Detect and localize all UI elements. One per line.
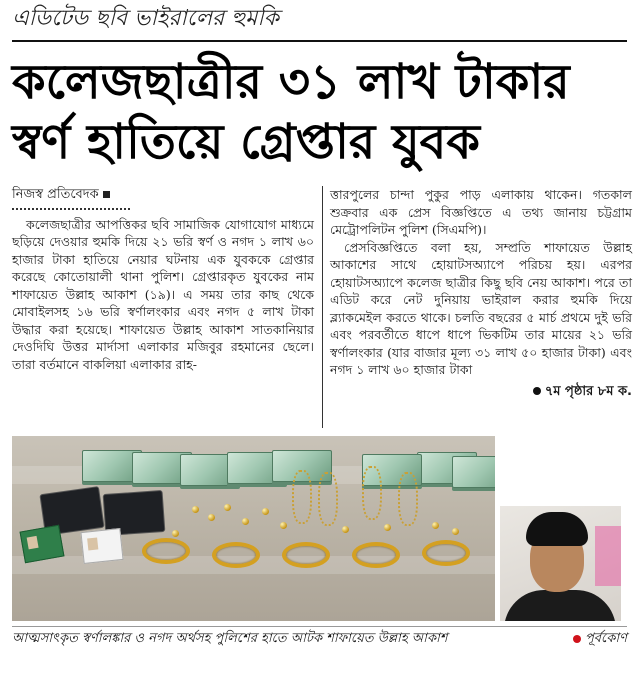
- gold-bangle: [422, 540, 470, 566]
- gold-earring: [208, 514, 215, 521]
- right-paragraph-2: প্রেসবিজ্ঞপ্তিতে বলা হয়, সম্প্রতি শাফায়েত উল্লাহ আকাশের সাথে হোয়াটসঅ্যাপে পরিচয় হয়। এরপর হোয়াটসঅ্যাপে কলেজ ছাত্রীর কিছু ছবি নেয় আকাশ। পরে তা এডিট করে নেট দুনিয়ায় ভাইরাল করার হুমকি দিয়ে ব্ল্যাকমেইল করতে থাকে। চলতি বছরের ৫ মার্চ প্রথমে দুই ভরি এবং পরবর্তীতে ধাপে ধাপে ভিকটিম তার মায়ের ২১ ভরি স্বর্ণালংকার (যার বাজার মূল্য ৩১ লাখ ৫০ হাজার টাকা) এবং নগদ ১ লাখ ৬০ হাজার টাকা: [330, 239, 632, 377]
- gold-earring: [432, 522, 439, 529]
- suspect-hair: [526, 512, 588, 546]
- photo-credit: [573, 630, 627, 648]
- column-divider: [322, 186, 323, 428]
- headline: [12, 52, 627, 172]
- left-paragraph: কলেজছাত্রীর আপত্তিকর ছবি সামাজিক যোগাযোগ মাধ্যমে ছড়িয়ে দেওয়ার হুমকি দিয়ে ২১ ভরি স্বর্ণ ও নগদ ১ লাখ ৬০ হাজার টাকা হাতিয়ে নেয়ার ঘটনায় এক যুবককে গ্রেপ্তার করেছে কোতোয়ালী থানা পুলিশ। গ্রেপ্তারকৃত যুবকের নাম শাফায়েত উল্লাহ আকাশ (১৯)। এ সময় তার কাছ থেকে মোবাইলসহ ১৬ ভরি স্বর্ণালংকার এবং নগদ ৫ লাখ টাকা উদ্ধার করা হয়েছে। শাফায়েত উল্লাহ আকাশ সাতকানিয়ার দেওদিঘি উত্তর মার্দাসা এলাকার মজিবুর রহমানের ছেলে। তারা বর্তমানে বাকলিয়া এলাকার রাহ-: [12, 216, 314, 372]
- red-dot-icon: [573, 635, 581, 643]
- gold-earring: [224, 504, 231, 511]
- banknote-bundle: [452, 456, 495, 488]
- id-photo: [27, 536, 39, 550]
- gold-earring: [172, 530, 179, 537]
- caption-rule: [12, 626, 627, 627]
- id-card: [80, 528, 123, 564]
- continuation-text: ৭ম পৃষ্ঠার ৮ম ক.: [544, 383, 632, 399]
- gold-earring: [280, 522, 287, 529]
- headline-line-2: স্বর্ণ হাতিয়ে গ্রেপ্তার যুবক: [12, 114, 480, 170]
- gold-bangle: [352, 542, 400, 568]
- bullet-icon: [533, 387, 541, 395]
- kicker: এডিটেড ছবি ভাইরালের হুমকি: [12, 4, 627, 42]
- headline-line-1: কলেজছাত্রীর ৩১ লাখ টাকার: [12, 54, 570, 110]
- gold-bangle: [282, 542, 330, 568]
- gold-chain: [362, 466, 382, 520]
- byline: [12, 186, 314, 204]
- suspect-photo: [500, 506, 621, 621]
- seized-items-photo: [12, 436, 495, 621]
- article-column-left: [12, 186, 314, 373]
- gold-chain: [292, 470, 312, 524]
- byline-text: নিজস্ব প্রতিবেদক: [12, 187, 99, 202]
- id-card: [20, 525, 65, 563]
- photo-caption: আত্মসাৎকৃত স্বর্ণালঙ্কার ও নগদ অর্থসহ পুলিশের হাতে আটক শাফায়েত উল্লাহ আকাশ: [12, 631, 448, 646]
- gold-earring: [262, 508, 269, 515]
- suspect-shirt: [504, 590, 616, 621]
- byline-divider: [12, 208, 130, 210]
- byline-square-icon: [103, 191, 110, 198]
- gold-earring: [192, 506, 199, 513]
- gold-chain: [398, 472, 418, 526]
- background-figure: [595, 526, 621, 586]
- continuation-note: [330, 383, 632, 401]
- gold-chain: [318, 472, 338, 526]
- gold-earring: [342, 526, 349, 533]
- gold-earring: [452, 528, 459, 535]
- gold-bangle: [212, 542, 260, 568]
- id-photo: [87, 537, 98, 550]
- gold-bangle: [142, 538, 190, 564]
- photo-credit-text: পূর্বকোণ: [584, 631, 627, 646]
- gold-earring: [384, 524, 391, 531]
- article-column-right: [330, 186, 632, 400]
- gold-earring: [242, 518, 249, 525]
- right-paragraph-1: ত্তারপুলের চান্দা পুকুর পাড় এলাকায় থাকেন। গতকাল শুক্রবার এক প্রেস বিজ্ঞপ্তিতে এ তথ্য জানায় চট্টগ্রাম মেট্রোপলিটন পুলিশ (সিএমপি)।: [330, 187, 632, 237]
